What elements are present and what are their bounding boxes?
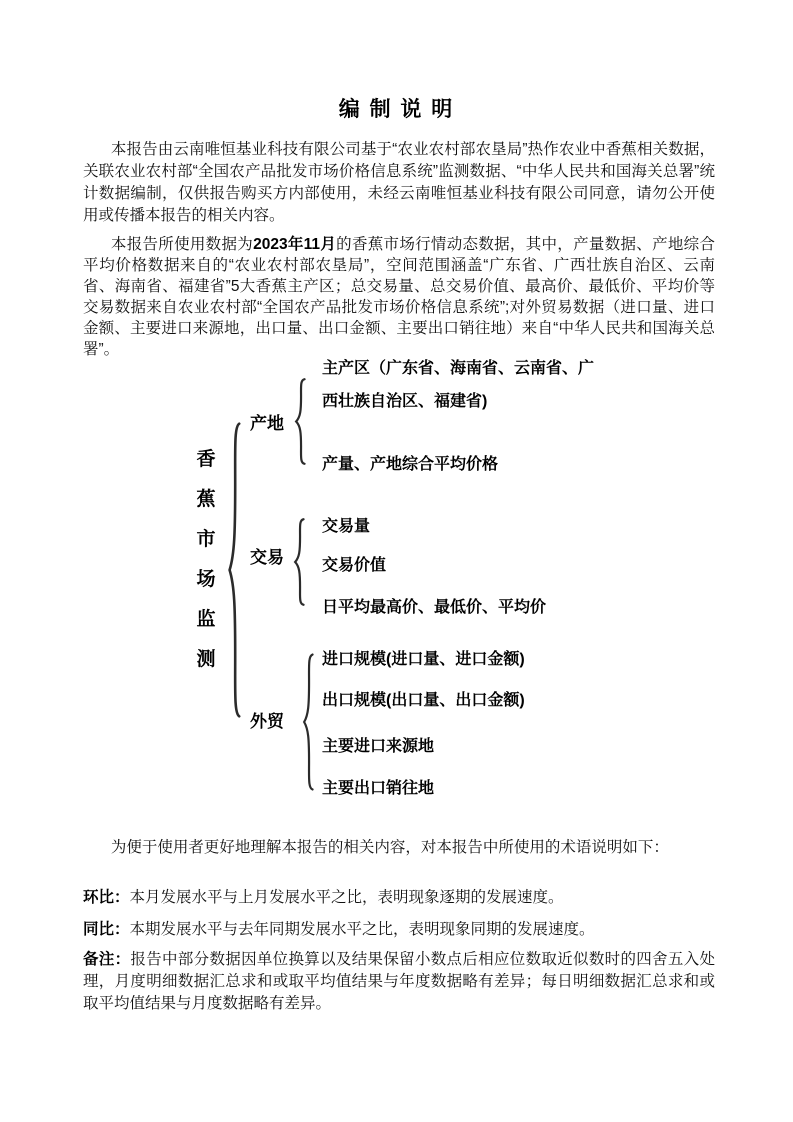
branch-brace-icon bbox=[292, 517, 306, 607]
page-title: 编 制 说 明 bbox=[338, 98, 455, 121]
leaf-import-scale: 进口规模(进口量、进口金额) bbox=[322, 651, 525, 668]
root-char: 监 bbox=[196, 609, 216, 630]
report-period: 2023年11月 bbox=[253, 236, 337, 253]
term-mom-label: 环比： bbox=[83, 889, 130, 906]
data-source-text-prefix: 本报告所使用数据为 bbox=[110, 236, 254, 253]
branch-brace-icon bbox=[301, 651, 315, 793]
term-yoy-text: 本期发展水平与去年同期发展水平之比，表明现象同期的发展速度。 bbox=[129, 921, 595, 938]
intro-paragraph: 本报告由云南唯恒基业科技有限公司基于“农业农村部农垦局”热作农业中香蕉相关数据，关联农业农村部“全国农产品批发市场价格信息系统”监测数据、“中华人民共和国海关总署”统计数据编制，仅供报告购买方内部使用，未经云南唯恒基业科技有限公司同意，请勿公开使用或传播本报告的相关内容。 bbox=[83, 141, 715, 224]
term-note bbox=[83, 949, 715, 1015]
branch-label-production: 产地 bbox=[250, 414, 284, 433]
leaf-import-origins: 主要进口来源地 bbox=[322, 738, 435, 755]
root-char: 测 bbox=[196, 649, 216, 670]
term-note-text: 报告中部分数据因单位换算以及结果保留小数点后相应位数取近似数时的四舍五入处理，月度明细数据汇总求和或取平均值结果与年度数据略有差异；每日明细数据汇总求和或取平均值结果与月度数据略有差异。 bbox=[83, 951, 715, 1012]
leaf-trade-volume: 交易量 bbox=[322, 518, 371, 535]
branch-brace-icon bbox=[293, 377, 307, 466]
term-note-label: 备注： bbox=[83, 951, 131, 968]
term-mom-text: 本月发展水平与上月发展水平之比，表明现象逐期的发展速度。 bbox=[129, 889, 564, 906]
branch-label-foreign-trade: 外贸 bbox=[250, 712, 284, 731]
term-yoy-label: 同比： bbox=[83, 921, 130, 938]
data-source-text-rest: 的香蕉市场行情动态数据，其中，产量数据、产地综合平均价格数据来自的“农业农村部农垦局”，空间范围涵盖“广东省、广西壮族自治区、云南省、海南省、福建省”5大香蕉主产区；总交易量、总交易价值、最高价、最低价、平均价等交易数据来自农业农村部“全国农产品批发市场价格信息系统”;对外贸易数据（进口量、进口金额、主要进口来源地，出口量、出口金额、主要出口销往地）来自“中华人民共和国海关总署”。 bbox=[83, 236, 715, 358]
leaf-export-destinations: 主要出口销往地 bbox=[322, 780, 435, 797]
root-char: 蕉 bbox=[196, 489, 216, 510]
leaf-export-scale: 出口规模(出口量、出口金额) bbox=[322, 692, 525, 709]
terms-intro: 为便于使用者更好地理解本报告的相关内容，对本报告中所使用的术语说明如下： bbox=[110, 839, 669, 856]
term-yoy bbox=[83, 920, 715, 940]
leaf-trade-value: 交易价值 bbox=[322, 557, 387, 574]
term-mom bbox=[83, 888, 715, 908]
leaf-main-production-areas: 主产区（广东省、海南省、云南省、广西壮族自治区、福建省) bbox=[322, 360, 595, 410]
root-brace-icon bbox=[226, 416, 242, 724]
leaf-output-and-price: 产量、产地综合平均价格 bbox=[322, 456, 499, 473]
root-char: 香 bbox=[196, 449, 216, 470]
root-char: 场 bbox=[196, 569, 216, 590]
branch-label-trading: 交易 bbox=[250, 548, 284, 567]
root-char: 市 bbox=[196, 529, 216, 550]
data-source-paragraph bbox=[83, 234, 715, 360]
diagram-root-label bbox=[194, 450, 218, 669]
leaf-daily-prices: 日平均最高价、最低价、平均价 bbox=[322, 599, 547, 616]
